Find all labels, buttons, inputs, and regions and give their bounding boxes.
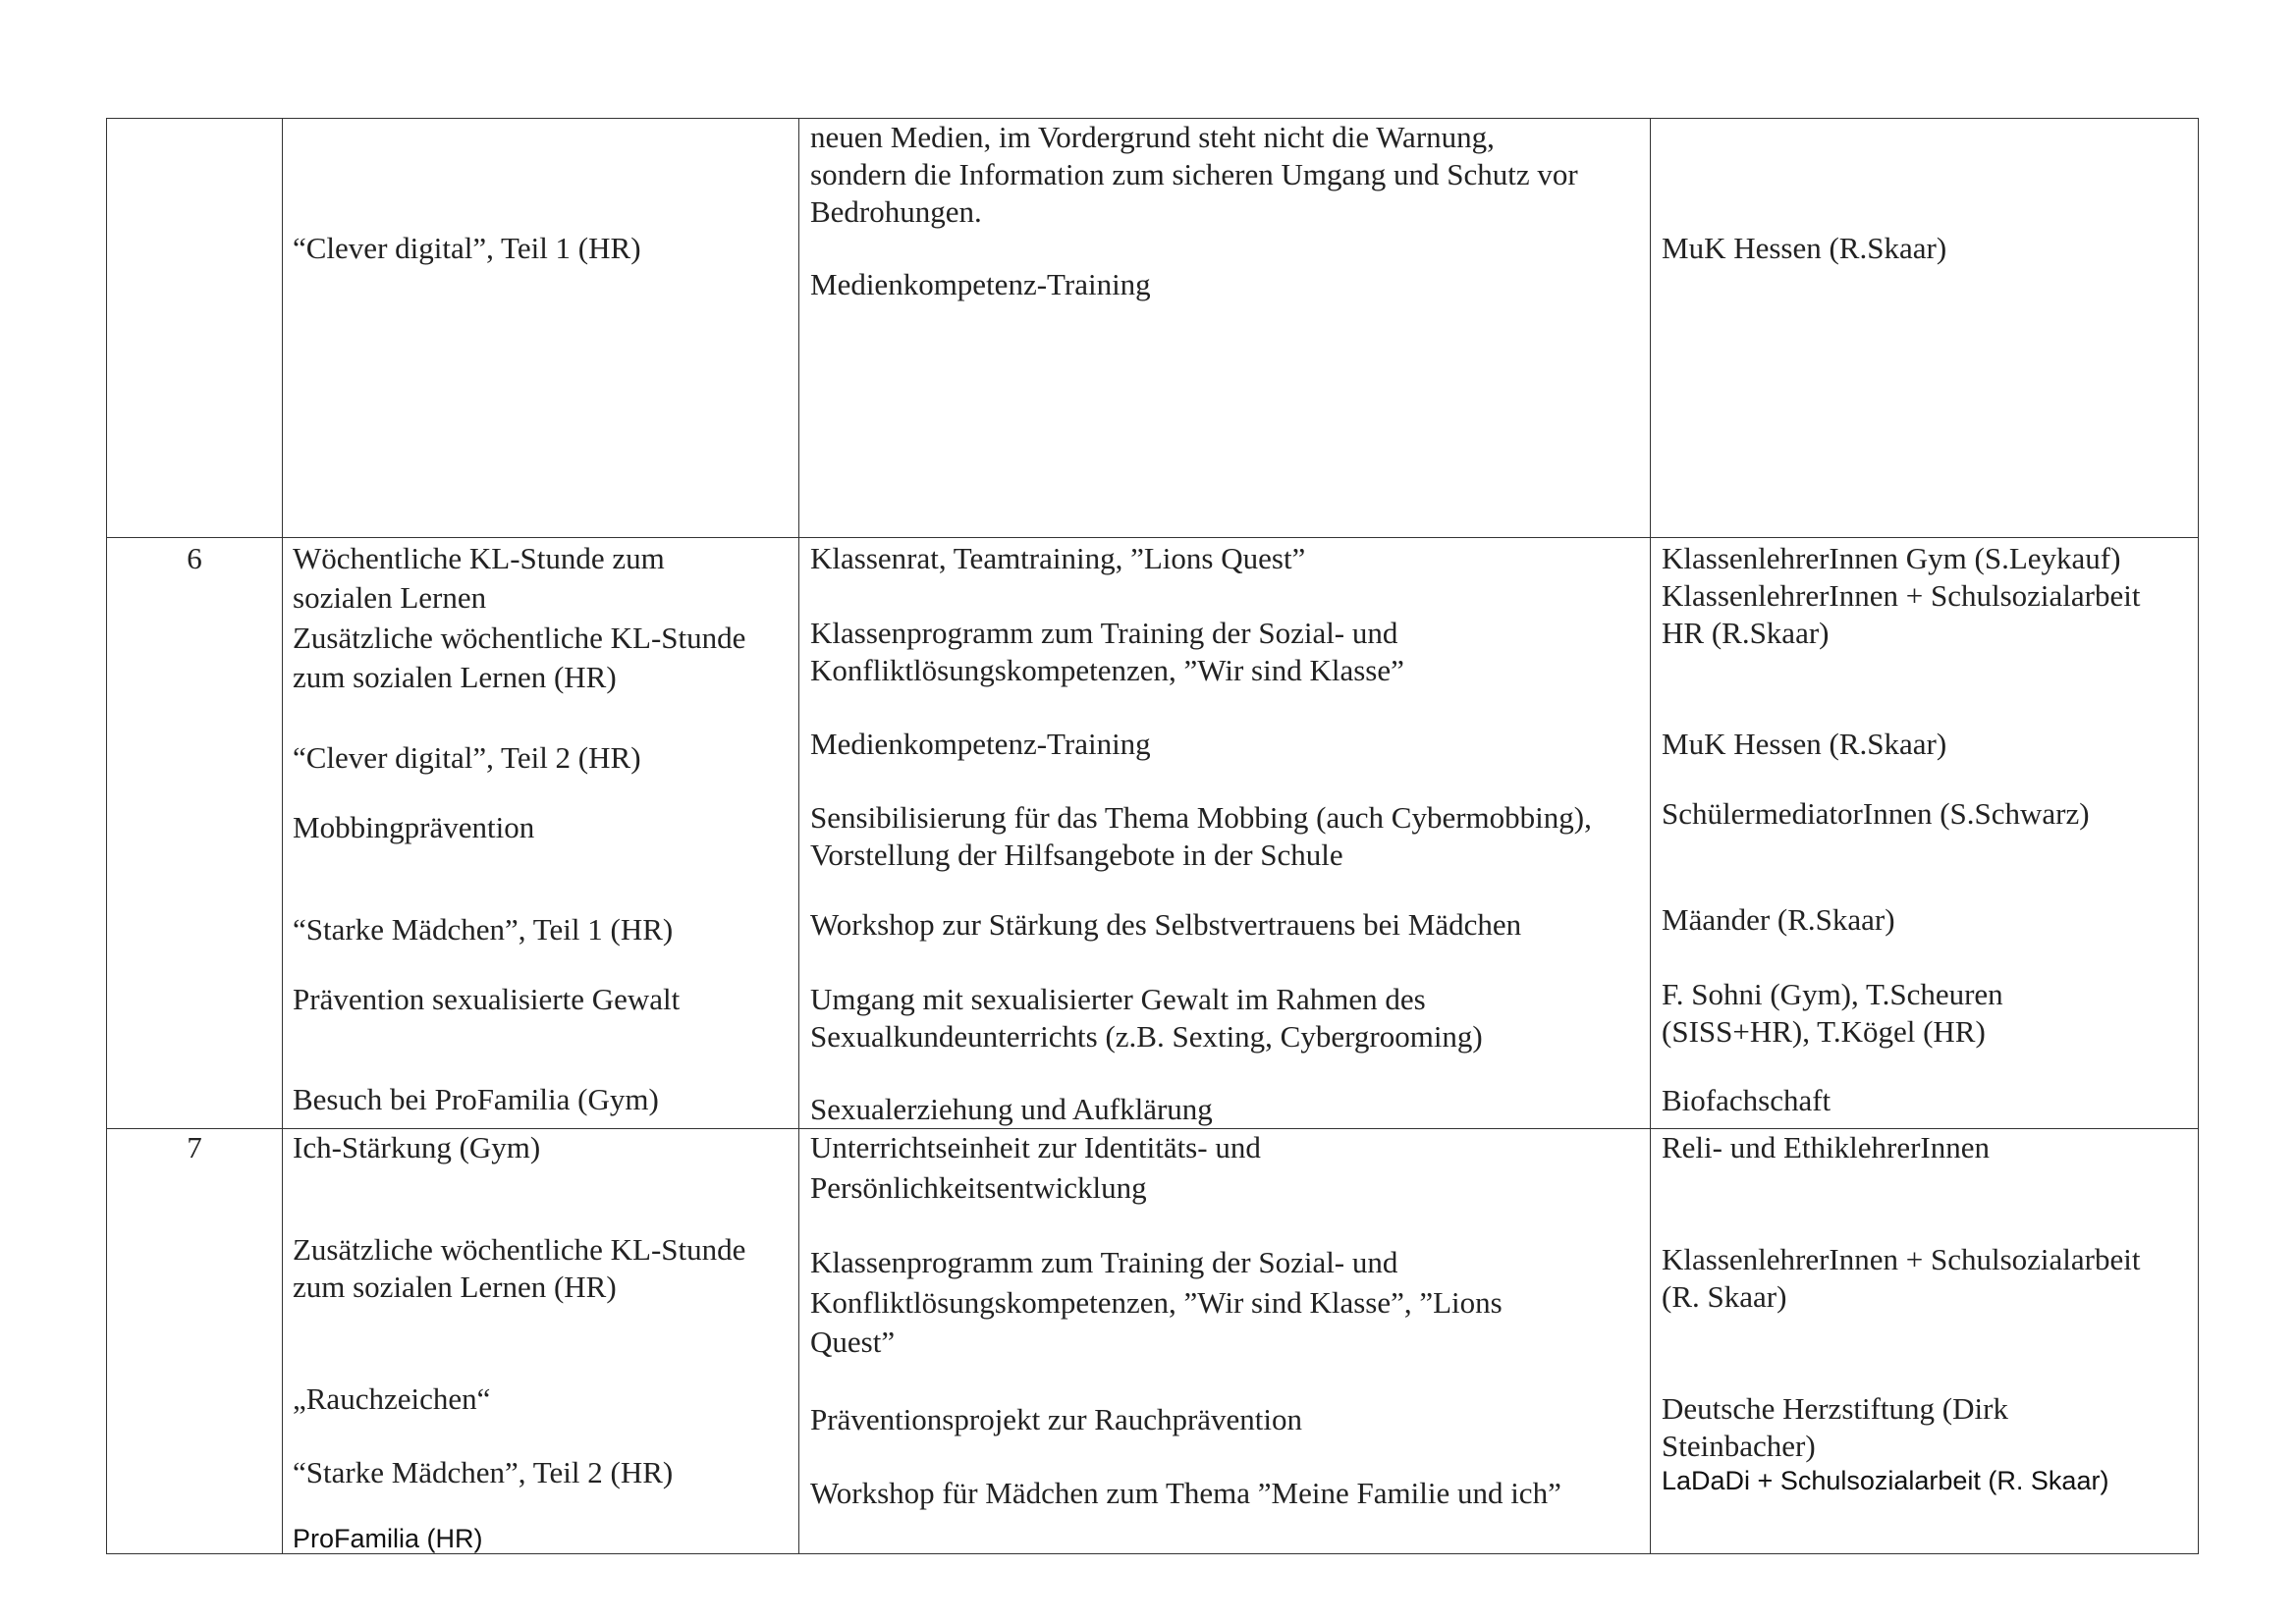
topic-line: “Clever digital”, Teil 2 (HR) xyxy=(293,740,641,775)
content-cell xyxy=(799,538,1651,1129)
responsible-line: F. Sohni (Gym), T.Scheuren xyxy=(1662,977,2003,1011)
topic-line: zum sozialen Lernen (HR) xyxy=(293,1270,617,1304)
content-line: Sexualkundeunterrichts (z.B. Sexting, Cybergrooming) xyxy=(810,1019,1483,1054)
responsible-cell xyxy=(1651,119,2199,538)
topic-line: Zusätzliche wöchentliche KL-Stunde xyxy=(293,1232,746,1267)
responsible-line: (SISS+HR), T.Kögel (HR) xyxy=(1662,1014,1986,1049)
topic-line: Ich-Stärkung (Gym) xyxy=(293,1130,541,1164)
topic-cell xyxy=(283,1129,799,1554)
table-row xyxy=(107,538,2199,1129)
content-line: Sexualerziehung und Aufklärung xyxy=(810,1092,1213,1126)
content-line: Unterrichtseinheit zur Identitäts- und xyxy=(810,1130,1261,1164)
responsible-line: MuK Hessen (R.Skaar) xyxy=(1662,231,1947,265)
content-cell xyxy=(799,1129,1651,1554)
topic-line: ProFamilia (HR) xyxy=(293,1524,483,1553)
responsible-line: Steinbacher) xyxy=(1662,1429,1816,1463)
content-line: sondern die Information zum sicheren Umgang und Schutz vor xyxy=(810,157,1578,191)
topic-line: Zusätzliche wöchentliche KL-Stunde xyxy=(293,621,746,655)
topic-line: “Starke Mädchen”, Teil 2 (HR) xyxy=(293,1455,674,1489)
content-line: Workshop für Mädchen zum Thema ”Meine Familie und ich” xyxy=(810,1476,1561,1510)
table-row xyxy=(107,119,2199,538)
topic-line: „Rauchzeichen“ xyxy=(293,1381,491,1416)
responsible-line: KlassenlehrerInnen + Schulsozialarbeit xyxy=(1662,1242,2141,1276)
topic-line: Wöchentliche KL-Stunde zum xyxy=(293,541,665,575)
grade-cell xyxy=(107,1129,283,1554)
responsible-line: LaDaDi + Schulsozialarbeit (R. Skaar) xyxy=(1662,1466,2109,1495)
topic-line: Mobbingprävention xyxy=(293,810,535,844)
topic-line: “Starke Mädchen”, Teil 1 (HR) xyxy=(293,912,674,947)
content-line: Umgang mit sexualisierter Gewalt im Rahmen des xyxy=(810,982,1426,1016)
responsible-line: HR (R.Skaar) xyxy=(1662,616,1830,650)
responsible-line: MuK Hessen (R.Skaar) xyxy=(1662,727,1947,761)
responsible-line: KlassenlehrerInnen + Schulsozialarbeit xyxy=(1662,578,2141,613)
grade-cell xyxy=(107,119,283,538)
responsible-line: SchülermediatorInnen (S.Schwarz) xyxy=(1662,796,2090,831)
responsible-line: Mäander (R.Skaar) xyxy=(1662,902,1895,937)
content-cell xyxy=(799,119,1651,538)
topic-cell xyxy=(283,538,799,1129)
content-line: Quest” xyxy=(810,1325,896,1359)
content-line: Medienkompetenz-Training xyxy=(810,267,1151,301)
content-line: Konfliktlösungskompetenzen, ”Wir sind Klasse” xyxy=(810,653,1404,687)
responsible-cell xyxy=(1651,1129,2199,1554)
topic-line: zum sozialen Lernen (HR) xyxy=(293,660,617,694)
responsible-line: Biofachschaft xyxy=(1662,1083,1831,1117)
grade-cell xyxy=(107,538,283,1129)
content-line: Klassenrat, Teamtraining, ”Lions Quest” xyxy=(810,541,1306,575)
responsible-line: Reli- und EthiklehrerInnen xyxy=(1662,1130,1991,1164)
content-line: Klassenprogramm zum Training der Sozial- und xyxy=(810,616,1398,650)
content-line: Bedrohungen. xyxy=(810,194,982,229)
content-line: Sensibilisierung für das Thema Mobbing (auch Cybermobbing), xyxy=(810,800,1592,835)
content-line: Workshop zur Stärkung des Selbstvertrauens bei Mädchen xyxy=(810,907,1522,942)
grade-number: 6 xyxy=(187,541,202,575)
topic-cell xyxy=(283,119,799,538)
topic-line: Prävention sexualisierte Gewalt xyxy=(293,982,681,1016)
responsible-line: KlassenlehrerInnen Gym (S.Leykauf) xyxy=(1662,541,2121,575)
topic-line: Besuch bei ProFamilia (Gym) xyxy=(293,1082,659,1116)
content-line: Präventionsprojekt zur Rauchprävention xyxy=(810,1402,1303,1436)
responsible-cell xyxy=(1651,538,2199,1129)
topic-line: “Clever digital”, Teil 1 (HR) xyxy=(293,231,641,265)
content-line: neuen Medien, im Vordergrund steht nicht die Warnung, xyxy=(810,120,1495,154)
content-line: Klassenprogramm zum Training der Sozial- und xyxy=(810,1245,1398,1279)
content-line: Medienkompetenz-Training xyxy=(810,727,1151,761)
table-row xyxy=(107,1129,2199,1554)
responsible-line: Deutsche Herzstiftung (Dirk xyxy=(1662,1391,2008,1426)
grade-number: 7 xyxy=(187,1130,202,1164)
topic-line: sozialen Lernen xyxy=(293,580,487,615)
content-line: Konfliktlösungskompetenzen, ”Wir sind Klasse”, ”Lions xyxy=(810,1285,1503,1320)
responsible-line: (R. Skaar) xyxy=(1662,1279,1787,1314)
prevention-schedule-table xyxy=(106,118,2199,1554)
content-line: Vorstellung der Hilfsangebote in der Schule xyxy=(810,838,1343,872)
content-line: Persönlichkeitsentwicklung xyxy=(810,1170,1147,1205)
